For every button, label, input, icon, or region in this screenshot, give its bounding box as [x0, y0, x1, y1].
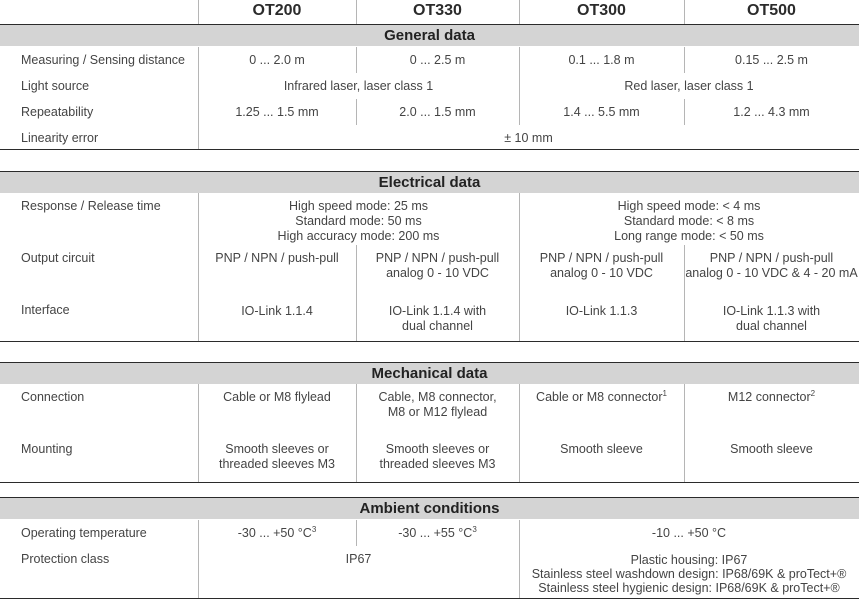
cell-line: dual channel: [402, 319, 473, 333]
cell-line: IO-Link 1.1.4 with: [388, 304, 487, 318]
cell-line: Cable, M8 connector,: [378, 390, 497, 404]
cell-repeat-ot300: 1.4 ... 5.5 mm: [563, 105, 640, 119]
footnote-marker: 2: [810, 388, 816, 398]
section-header-electrical: Electrical data: [0, 171, 859, 193]
row-label-connection: Connection: [21, 390, 85, 404]
cell-mounting-ot300: [519, 442, 684, 457]
cell-line: High accuracy mode: 200 ms: [277, 229, 440, 243]
cell-line: Standard mode: 50 ms: [295, 214, 422, 228]
cell-line: PNP / NPN / push-pull: [375, 251, 500, 265]
cell-line: Cable or M8 flylead: [223, 390, 331, 404]
row-label-linearity: Linearity error: [21, 131, 99, 145]
cell-temp-ot330: [356, 526, 519, 541]
cell-light-left: Infrared laser, laser class 1: [283, 79, 434, 93]
cell-line: analog 0 - 10 VDC & 4 - 20 mA: [685, 266, 858, 280]
cell-line: Plastic housing: IP67: [630, 553, 748, 567]
cell-connection-ot330: [356, 390, 519, 420]
cell-connection-ot200: [198, 390, 356, 405]
cell-mounting-ot330: [356, 442, 519, 472]
cell-line: analog 0 - 10 VDC: [386, 266, 489, 280]
cell-line: IO-Link 1.1.4: [241, 304, 313, 318]
cell-line: High speed mode: < 4 ms: [617, 199, 761, 213]
cell-line: M8 or M12 flylead: [387, 405, 488, 419]
cell-linearity-all: ± 10 mm: [504, 131, 553, 145]
row-label-response: Response / Release time: [21, 199, 161, 213]
cell-distance-ot330: 0 ... 2.5 m: [409, 53, 466, 67]
row-label-repeat: Repeatability: [21, 105, 94, 119]
cell-line: PNP / NPN / push-pull: [215, 251, 339, 265]
row-label-mounting: Mounting: [21, 442, 73, 456]
cell-mounting-ot200: [198, 442, 356, 472]
cell-output-ot200: [198, 251, 356, 266]
column-header-ot500: OT500: [747, 2, 796, 19]
column-header-ot200: OT200: [252, 2, 302, 19]
cell-temp-right: -10 ... +50 °C: [651, 526, 727, 540]
cell-line: High speed mode: 25 ms: [289, 199, 428, 213]
cell-line: threaded sleeves M3: [379, 457, 496, 471]
row-label-distance: Measuring / Sensing distance: [21, 53, 185, 67]
row-label-protection: Protection class: [21, 552, 110, 566]
column-header-ot330: OT330: [413, 2, 462, 19]
table-bottom-rule: [0, 598, 859, 599]
row-label-light: Light source: [21, 79, 90, 93]
cell-line: analog 0 - 10 VDC: [550, 266, 653, 280]
cell-output-ot500: [684, 251, 859, 281]
cell-connection-ot500: [684, 390, 859, 405]
cell-line: [519, 390, 684, 405]
cell-text: M12 connector: [727, 390, 811, 404]
cell-line: dual channel: [736, 319, 807, 333]
section-bottom-rule: [0, 341, 859, 342]
section-header-general: General data: [0, 24, 859, 46]
cell-text: Cable or M8 connector: [536, 390, 663, 404]
cell-repeat-ot330: 2.0 ... 1.5 mm: [399, 105, 476, 119]
cell-distance-ot200: 0 ... 2.0 m: [249, 53, 305, 67]
cell-line: IO-Link 1.1.3: [565, 304, 638, 318]
cell-repeat-ot200: 1.25 ... 1.5 mm: [235, 105, 319, 119]
cell-protection-left: IP67: [345, 552, 372, 566]
cell-protection-right: [519, 553, 859, 595]
cell-text: -30 ... +50 °C: [237, 526, 312, 540]
row-label-output: Output circuit: [21, 251, 95, 265]
cell-repeat-ot500: 1.2 ... 4.3 mm: [733, 105, 810, 119]
cell-line: threaded sleeves M3: [218, 457, 336, 471]
cell-line: Stainless steel washdown design: IP68/69K & proTect+®: [531, 567, 847, 581]
cell-distance-ot300: 0.1 ... 1.8 m: [568, 53, 635, 67]
cell-response-left: [198, 199, 519, 244]
cell-line: Smooth sleeve: [560, 442, 643, 456]
cell-line: IO-Link 1.1.3 with: [722, 304, 821, 318]
footnote-marker: 3: [472, 524, 477, 534]
cell-temp-ot200: [198, 526, 356, 541]
section-header-ambient: Ambient conditions: [0, 497, 859, 519]
cell-line: PNP / NPN / push-pull: [539, 251, 664, 265]
cell-line: PNP / NPN / push-pull: [709, 251, 834, 265]
cell-distance-ot500: 0.15 ... 2.5 m: [735, 53, 808, 67]
cell-interface-ot200: [198, 304, 356, 319]
cell-mounting-ot500: [684, 442, 859, 457]
cell-connection-ot300: [519, 390, 684, 405]
cell-interface-ot300: [519, 304, 684, 319]
section-bottom-rule: [0, 482, 859, 483]
row-label-interface: Interface: [21, 303, 70, 317]
cell-line: Stainless steel hygienic design: IP68/69K & proTect+®: [538, 581, 840, 595]
cell-output-ot330: [356, 251, 519, 281]
cell-interface-ot330: [356, 304, 519, 334]
section-bottom-rule: [0, 149, 859, 150]
cell-line: [356, 526, 519, 541]
cell-line: Smooth sleeves or: [385, 442, 490, 456]
cell-light-right: Red laser, laser class 1: [624, 79, 754, 93]
cell-line: [684, 390, 859, 405]
cell-line: Smooth sleeves or: [225, 442, 329, 456]
section-header-mechanical: Mechanical data: [0, 362, 859, 384]
column-header-ot300: OT300: [577, 2, 626, 19]
row-label-temperature: Operating temperature: [21, 526, 147, 540]
cell-line: [198, 526, 356, 541]
cell-line: Long range mode: < 50 ms: [614, 229, 764, 243]
cell-response-right: [519, 199, 859, 244]
cell-line: Standard mode: < 8 ms: [623, 214, 755, 228]
footnote-marker: 1: [662, 388, 667, 398]
cell-text: -30 ... +55 °C: [398, 526, 473, 540]
footnote-marker: 3: [311, 524, 317, 534]
cell-interface-ot500: [684, 304, 859, 334]
cell-line: Smooth sleeve: [730, 442, 813, 456]
cell-output-ot300: [519, 251, 684, 281]
